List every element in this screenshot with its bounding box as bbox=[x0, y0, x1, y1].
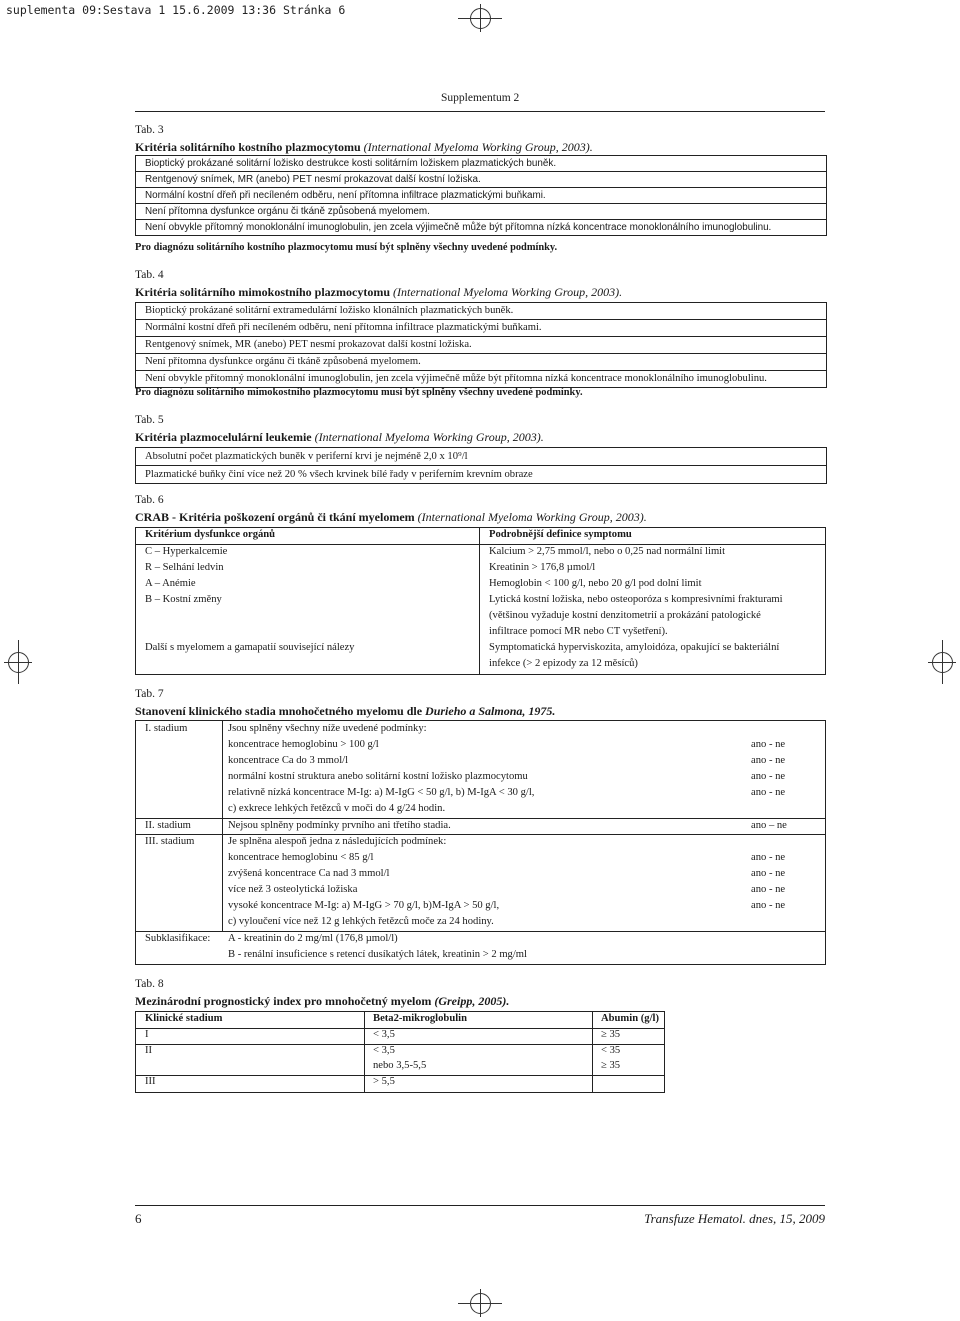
tab5-title bbox=[135, 430, 544, 445]
stage-1-line: koncentrace hemoglobinu > 100 g/l bbox=[228, 739, 379, 750]
tab8-source: (Greipp, 2005). bbox=[434, 994, 510, 1008]
tab6-row-detail: Kreatinin > 176,8 µmol/l bbox=[489, 562, 596, 573]
stage-1-line: relativně nízká koncentrace M-Ig: a) M-IgG < 50 g/l, b) M-IgA < 30 g/l, bbox=[228, 787, 535, 798]
tab8-cell: > 5,5 bbox=[373, 1076, 395, 1087]
tab3-title bbox=[135, 140, 593, 155]
stage-3-line: c) vyloučení více než 12 g lehkých řetězců moče za 24 hodiny. bbox=[228, 916, 494, 927]
stage-3-answer: ano - ne bbox=[751, 900, 786, 911]
stage-3-label: III. stadium bbox=[145, 836, 195, 847]
subclass-line: A - kreatinin do 2 mg/ml (176,8 µmol/l) bbox=[228, 933, 398, 944]
tab4-row: Normální kostní dřeň při necíleném odběru, není přítomna infiltrace plazmatickými buňkami. bbox=[136, 320, 826, 337]
tab6-source: (International Myeloma Working Group, 2003). bbox=[417, 510, 647, 524]
tab3-row: Bioptický prokázané solitární ložisko destrukce kosti solitárním ložiskem plazmatických buněk. bbox=[136, 156, 826, 172]
footer-rule bbox=[135, 1205, 825, 1206]
stage-1-line: Jsou splněny všechny níže uvedené podmínky: bbox=[228, 723, 427, 734]
tab6-row-detail: Kalcium > 2,75 mmol/l, nebo o 0,25 nad normální limit bbox=[489, 546, 726, 557]
registration-mark-bottom bbox=[458, 1289, 502, 1317]
tab6-number: Tab. 6 bbox=[135, 494, 164, 506]
subclass-line: B - renální insuficience s retencí dusíkatých látek, kreatinin > 2 mg/ml bbox=[228, 949, 527, 960]
tab4-source: (International Myeloma Working Group, 2003). bbox=[393, 285, 623, 299]
tab4-row: Bioptický prokázané solitární extramedulární ložisko klonálních plazmatických buněk. bbox=[136, 303, 826, 320]
tab3-row: Rentgenový snímek, MR (anebo) PET nesmí prokazovat další kostní ložiska. bbox=[136, 172, 826, 188]
tab7-rule bbox=[136, 834, 825, 835]
stage-3-line: více než 3 osteolytická ložiska bbox=[228, 884, 358, 895]
tab4-row: Není obvykle přítomný monoklonální imunoglobulin, jen zcela výjimečně může být přítomna nízká koncentrace monoklonálního imunoglobulinu. bbox=[136, 371, 826, 388]
tab5-source: (International Myeloma Working Group, 2003). bbox=[314, 430, 544, 444]
tab4-note: Pro diagnózu solitárního mimokostního plazmocytomu musí být splněny všechny uvedené podmínky. bbox=[135, 387, 583, 398]
tab5-row: Absolutní počet plazmatických buněk v periferní krvi je nejméně 2,0 x 10⁹/l bbox=[136, 448, 826, 466]
tab4-title bbox=[135, 285, 622, 300]
stage-3-line: Je splněna alespoň jedna z následujících podmínek: bbox=[228, 836, 447, 847]
tab7-rule bbox=[136, 931, 825, 932]
tab8-number: Tab. 8 bbox=[135, 978, 164, 990]
tab7-column-divider bbox=[222, 721, 223, 931]
header-rule bbox=[135, 111, 825, 112]
tab5-number: Tab. 5 bbox=[135, 414, 164, 426]
tab8-cell: ≥ 35 bbox=[601, 1029, 621, 1040]
registration-mark-right bbox=[928, 640, 956, 684]
tab7-source: Durieho a Salmona, 1975. bbox=[425, 704, 556, 718]
stage-3-line: koncentrace hemoglobinu < 85 g/l bbox=[228, 852, 374, 863]
tab8-column-divider bbox=[364, 1012, 365, 1092]
tab8-cell: < 3,5 bbox=[373, 1045, 395, 1056]
tab8-cell: II bbox=[145, 1045, 153, 1056]
tab3-title-text: Kritéria solitárního kostního plazmocytomu bbox=[135, 140, 361, 154]
tab6-title-text: CRAB - Kritéria poškození orgánů či tkání myelomem bbox=[135, 510, 415, 524]
tab5-criteria-box bbox=[135, 447, 827, 484]
stage-3-line: zvýšená koncentrace Ca nad 3 mmol/l bbox=[228, 868, 390, 879]
stage-3-answer: ano - ne bbox=[751, 852, 786, 863]
tab3-source: (International Myeloma Working Group, 2003). bbox=[363, 140, 593, 154]
tab8-cell: ≥ 35 bbox=[601, 1060, 621, 1071]
stage-1-line: c) exkrece lehkých řetězců v moči do 4 g/24 hodin. bbox=[228, 803, 446, 814]
tab5-row: Plazmatické buňky činí více než 20 % všech krvinek bílé řady v periferním krevním obraze bbox=[136, 466, 826, 484]
page-number: 6 bbox=[135, 1211, 142, 1226]
journal-citation: Transfuze Hematol. dnes, 15, 2009 bbox=[644, 1211, 825, 1226]
tab8-header: Abumin (g/l) bbox=[601, 1013, 659, 1024]
tab8-header: Beta2-mikroglobulin bbox=[373, 1013, 467, 1024]
tab4-title-text: Kritéria solitárního mimokostního plazmocytomu bbox=[135, 285, 390, 299]
tab8-column-divider bbox=[592, 1012, 593, 1092]
tab6-crab-table bbox=[135, 527, 826, 675]
tab3-number: Tab. 3 bbox=[135, 124, 164, 136]
tab8-cell: I bbox=[145, 1029, 149, 1040]
tab8-ips-table bbox=[135, 1011, 665, 1093]
tab7-number: Tab. 7 bbox=[135, 688, 164, 700]
tab6-row-detail: Hemoglobin < 100 g/l, nebo 20 g/l pod dolní limit bbox=[489, 578, 702, 589]
stage-1-line: koncentrace Ca do 3 mmol/l bbox=[228, 755, 349, 766]
stage-1-answer: ano - ne bbox=[751, 755, 786, 766]
tab8-cell: nebo 3,5-5,5 bbox=[373, 1060, 427, 1071]
tab6-row-label: Další s myelomem a gamapatií související nálezy bbox=[145, 642, 355, 653]
registration-mark-top bbox=[458, 4, 502, 32]
running-header: Supplementum 2 bbox=[441, 92, 520, 104]
tab6-row-label: R – Selhání ledvin bbox=[145, 562, 224, 573]
tab8-rule bbox=[136, 1028, 664, 1029]
tab6-header-right: Podrobnější definice symptomu bbox=[489, 529, 632, 540]
tab6-header-left: Kritérium dysfunkce orgánů bbox=[145, 529, 276, 540]
tab6-row-label: B – Kostní změny bbox=[145, 594, 222, 605]
stage-1-answer: ano - ne bbox=[751, 739, 786, 750]
tab6-row-label: A – Anémie bbox=[145, 578, 196, 589]
stage-3-answer: ano - ne bbox=[751, 868, 786, 879]
tab6-row-label: C – Hyperkalcemie bbox=[145, 546, 228, 557]
subclass-label: Subklasifikace: bbox=[145, 933, 211, 944]
tab7-rule bbox=[136, 818, 825, 819]
tab8-cell: III bbox=[145, 1076, 156, 1087]
tab8-rule bbox=[136, 1075, 664, 1076]
tab4-criteria-box bbox=[135, 302, 827, 388]
stage-2-label: II. stadium bbox=[145, 820, 191, 831]
tab7-title bbox=[135, 704, 555, 719]
tab3-row: Normální kostní dřeň při necíleném odběru, není přítomna infiltrace plazmatickými buňkami. bbox=[136, 188, 826, 204]
tab6-column-divider bbox=[479, 528, 480, 674]
tab8-title bbox=[135, 994, 509, 1009]
stage-3-answer: ano - ne bbox=[751, 884, 786, 895]
registration-mark-left bbox=[4, 640, 32, 684]
stage-2-line: Nejsou splněny podmínky prvního ani třetího stadia. bbox=[228, 820, 451, 831]
tab3-row: Není přítomna dysfunkce orgánu či tkáně způsobená myelomem. bbox=[136, 204, 826, 220]
stage-1-label: I. stadium bbox=[145, 723, 188, 734]
stage-2-answer: ano – ne bbox=[751, 820, 787, 831]
tab4-row: Rentgenový snímek, MR (anebo) PET nesmí prokazovat další kostní ložiska. bbox=[136, 337, 826, 354]
stage-1-answer: ano - ne bbox=[751, 771, 786, 782]
tab6-row-detail: Lytická kostní ložiska, nebo osteoporóza s kompresivními frakturami bbox=[489, 594, 783, 605]
tab6-row-detail: infekce (> 2 epizody za 12 měsíců) bbox=[489, 658, 638, 669]
tab4-row: Není přítomna dysfunkce orgánu či tkáně způsobená myelomem. bbox=[136, 354, 826, 371]
tab7-staging-table bbox=[135, 720, 826, 965]
tab3-row: Není obvykle přítomný monoklonální imunoglobulin, jen zcela výjimečně může být přítomna nízká koncentrace monoklonálního imunoglobulinu. bbox=[136, 220, 826, 236]
stage-1-answer: ano - ne bbox=[751, 787, 786, 798]
tab7-title-text: Stanovení klinického stadia mnohočetného myelomu dle bbox=[135, 704, 423, 718]
tab6-row-detail: (většinou vyžaduje kostní denzitometrií a prokázání patologické bbox=[489, 610, 761, 621]
print-slug: suplementa 09:Sestava 1 15.6.2009 13:36 Stránka 6 bbox=[6, 3, 346, 17]
tab6-row-detail: Symptomatická hyperviskozita, amyloidóza, opakující se bakteriální bbox=[489, 642, 780, 653]
tab6-title bbox=[135, 510, 647, 525]
tab6-header-rule bbox=[136, 544, 825, 545]
tab8-cell: < 35 bbox=[601, 1045, 621, 1056]
tab8-cell: < 3,5 bbox=[373, 1029, 395, 1040]
tab3-criteria-box bbox=[135, 155, 827, 236]
stage-1-line: normální kostní struktura anebo solitární kostní ložisko plazmocytomu bbox=[228, 771, 528, 782]
stage-3-line: vysoké koncentrace M-Ig: a) M-IgG > 70 g/l, b)M-IgA > 50 g/l, bbox=[228, 900, 500, 911]
tab8-title-text: Mezinárodní prognostický index pro mnohočetný myelom bbox=[135, 994, 432, 1008]
tab8-rule bbox=[136, 1044, 664, 1045]
tab8-header: Klinické stadium bbox=[145, 1013, 223, 1024]
tab4-number: Tab. 4 bbox=[135, 269, 164, 281]
tab5-title-text: Kritéria plazmocelulární leukemie bbox=[135, 430, 312, 444]
tab6-row-detail: infiltrace pomocí MR nebo CT vyšetření). bbox=[489, 626, 668, 637]
tab3-note: Pro diagnózu solitárního kostního plazmocytomu musí být splněny všechny uvedené podmínky. bbox=[135, 242, 558, 253]
